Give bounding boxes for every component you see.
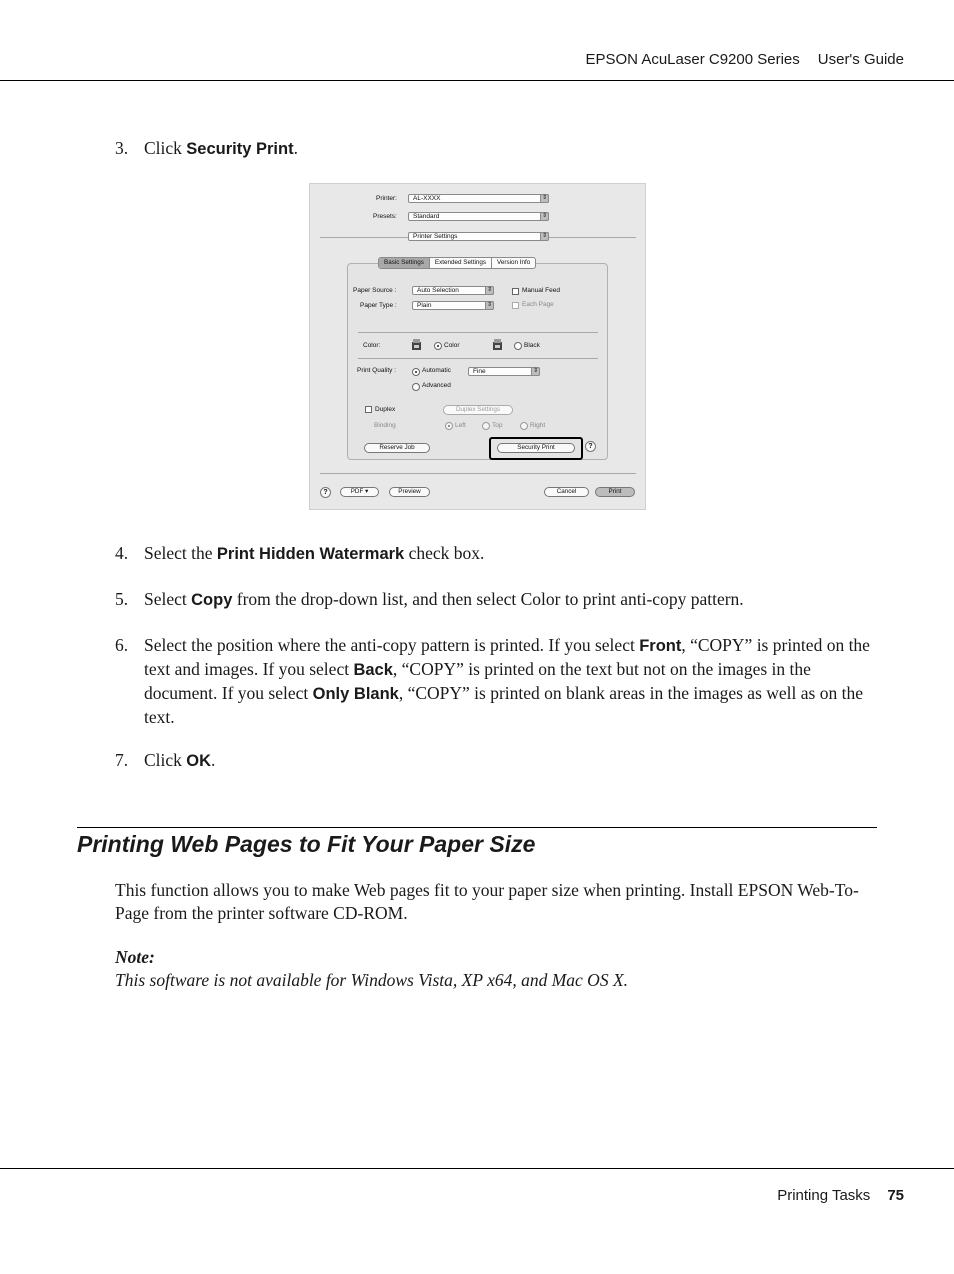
binding-left-radio: [445, 422, 453, 430]
print-quality-label: Print Quality :: [357, 367, 397, 374]
printer-popup: [408, 194, 549, 203]
binding-label: Binding: [374, 422, 396, 429]
presets-label: Presets:: [373, 213, 397, 220]
automatic-label: Automatic: [422, 367, 451, 374]
security-print-button: Security Print: [497, 443, 575, 453]
step-text-part: , “COPY” is printed on blank areas in the images as well as on the text.: [144, 683, 863, 727]
popup-arrow-icon: ⇕: [486, 287, 493, 293]
step-text-part: Select: [144, 589, 192, 609]
advanced-label: Advanced: [422, 382, 451, 389]
duplex-settings-button: Duplex Settings: [443, 405, 513, 415]
presets-popup: [408, 212, 549, 221]
step-text: [144, 137, 880, 161]
color-option-label: Color: [444, 342, 460, 349]
divider: [320, 473, 636, 474]
black-option-label: Black: [524, 342, 540, 349]
divider: [358, 358, 598, 359]
preview-button: Preview: [389, 487, 430, 497]
color-label: Color:: [363, 342, 381, 349]
paper-source-label: Paper Source :: [353, 287, 397, 294]
header-guide: User's Guide: [817, 51, 904, 68]
manual-feed-label: Manual Feed: [522, 287, 560, 294]
presets-value: Standard: [413, 213, 440, 220]
each-page-label: Each Page: [522, 301, 554, 308]
step-number: 3.: [115, 138, 129, 158]
footer-rule: [0, 1168, 954, 1169]
popup-arrow-icon: ⇕: [532, 368, 539, 374]
black-printer-icon: [492, 338, 503, 351]
step-keyword: Security Print: [186, 140, 294, 158]
printer-label: Printer:: [376, 195, 397, 202]
help-icon: ?: [585, 441, 596, 452]
tab-extended-settings: Extended Settings: [430, 258, 492, 268]
note-body: This software is not available for Windows Vista, XP x64, and Mac OS X.: [115, 970, 629, 990]
duplex-label: Duplex: [375, 406, 396, 413]
quality-value: Fine: [473, 368, 486, 375]
popup-arrow-icon: ⇕: [541, 195, 548, 201]
paper-source-popup: [412, 286, 494, 295]
step-text-part: Select the position where the anti-copy pattern is printed. If you select: [144, 635, 640, 655]
step-keyword: Copy: [191, 591, 233, 609]
help-icon: ?: [320, 487, 331, 498]
step-number: 6.: [115, 635, 129, 655]
step-text-part: .: [293, 138, 298, 158]
step-text: [144, 749, 880, 773]
tab-basic-settings: Basic Settings: [379, 258, 430, 268]
pane-popup: [408, 232, 549, 241]
step-keyword: Back: [353, 661, 393, 679]
cancel-button: Cancel: [544, 487, 589, 497]
duplex-checkbox: [365, 406, 372, 413]
paper-type-popup: [412, 301, 494, 310]
popup-arrow-icon: ⇕: [541, 213, 548, 219]
settings-tabs: [378, 257, 536, 269]
step-keyword: Print Hidden Watermark: [216, 545, 405, 563]
paper-type-value: Plain: [417, 302, 432, 309]
running-header: [585, 51, 904, 68]
step-text-part: , “COPY” is printed on the text but not on the images in the document. If you select: [144, 659, 811, 703]
section-body: This function allows you to make Web pages fit to your paper size when printing. Install EPSON Web-To-Page from the printer software CD-ROM.: [115, 880, 859, 923]
advanced-radio: [412, 383, 420, 391]
step-keyword: OK: [186, 752, 212, 770]
step-number: 5.: [115, 589, 129, 609]
step-keyword: Only Blank: [312, 685, 399, 703]
section-rule: [77, 827, 877, 828]
footer-chapter: Printing Tasks: [777, 1187, 871, 1204]
step-text-part: Select the: [144, 543, 217, 563]
step-number: 4.: [115, 543, 129, 563]
note-title: Note:: [115, 947, 155, 967]
print-button: Print: [595, 487, 635, 497]
reserve-job-button: Reserve Job: [364, 443, 430, 453]
header-rule: [0, 80, 954, 81]
section-heading: Printing Web Pages to Fit Your Paper Size: [77, 831, 536, 857]
pane-value: Printer Settings: [413, 233, 458, 240]
pdf-button: PDF ▾: [340, 487, 379, 497]
popup-arrow-icon: ⇕: [486, 302, 493, 308]
page-number: 75: [887, 1187, 904, 1204]
color-radio: [434, 342, 442, 350]
binding-right-radio: [520, 422, 528, 430]
step-keyword: Front: [639, 637, 682, 655]
printer-value: AL-XXXX: [413, 195, 441, 202]
binding-top-radio: [482, 422, 490, 430]
tab-version-info: Version Info: [497, 259, 531, 266]
manual-feed-checkbox: [512, 288, 519, 295]
each-page-checkbox: [512, 302, 519, 309]
step-text-part: , “COPY” is printed on the text and images. If you select: [144, 635, 870, 679]
step-text-part: check box.: [404, 543, 485, 563]
paper-source-value: Auto Selection: [417, 287, 459, 294]
step-text: [144, 634, 880, 729]
binding-top-label: Top: [492, 422, 503, 429]
color-printer-icon: [411, 338, 422, 351]
black-radio: [514, 342, 522, 350]
paper-type-label: Paper Type :: [360, 302, 397, 309]
step-text: [144, 588, 880, 612]
step-text-part: Click: [144, 750, 187, 770]
divider: [358, 332, 598, 333]
header-product: EPSON AcuLaser C9200 Series: [585, 51, 800, 68]
step-text: [144, 542, 880, 566]
step-text-part: Click: [144, 138, 187, 158]
step-text-part: .: [211, 750, 216, 770]
popup-arrow-icon: ⇕: [541, 233, 548, 239]
step-number: 7.: [115, 750, 129, 770]
quality-popup: [468, 367, 540, 376]
binding-right-label: Right: [530, 422, 546, 429]
automatic-radio: [412, 368, 420, 376]
binding-left-label: Left: [455, 422, 466, 429]
running-footer: [777, 1187, 904, 1204]
print-dialog-screenshot: [309, 183, 646, 510]
step-text-part: from the drop-down list, and then select Color to print anti-copy pattern.: [232, 589, 744, 609]
